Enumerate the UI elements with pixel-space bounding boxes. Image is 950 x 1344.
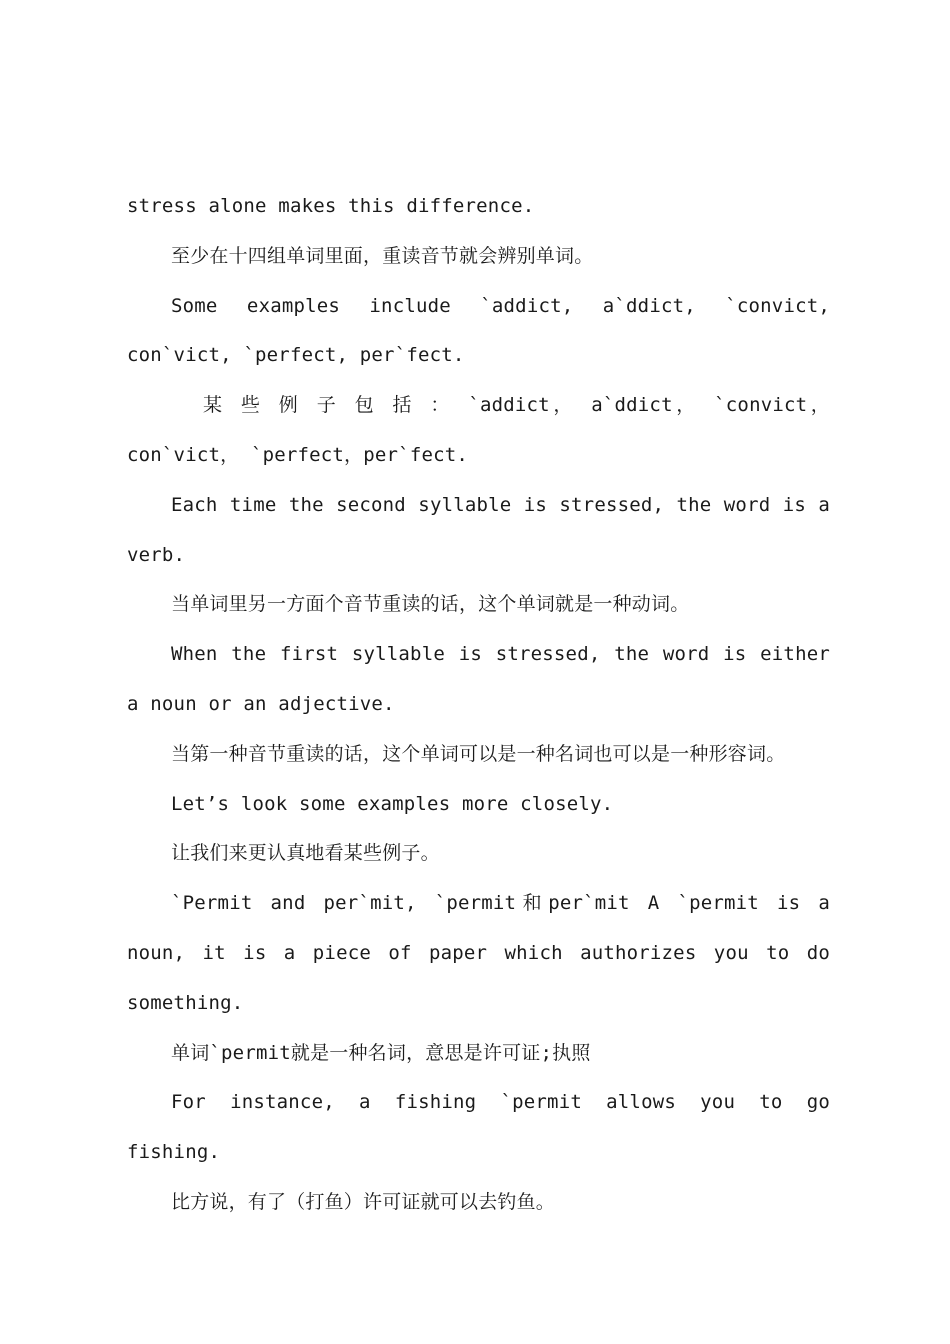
paragraph-12: 单词`permit就是一种名词，意思是许可证;执照: [171, 1041, 591, 1064]
paragraph-4: 某 些 例 子 包 括 ： `addict， a`ddict， `convict， con`vict， `perfect，per`fect.: [127, 394, 830, 466]
paragraph-8: 当第一种音节重读的话，这个单词可以是一种名词也可以是一种形容词。: [171, 742, 786, 765]
paragraph-10: 让我们来更认真地看某些例子。: [171, 842, 440, 865]
paragraph-3: Some examples include `addict, a`ddict, `convict, con`vict, `perfect, per`fect.: [127, 294, 830, 367]
paragraph-6: 当单词里另一方面个音节重读的话，这个单词就是一种动词。: [171, 593, 690, 616]
paragraph-13: For instance, a fishing `permit allows you to go fishing.: [127, 1091, 830, 1164]
document-page: [127, 182, 830, 1228]
paragraph-14: 比方说，有了（打鱼）许可证就可以去钓鱼。: [171, 1190, 556, 1213]
paragraph-1: stress alone makes this difference.: [127, 195, 535, 217]
paragraph-7: When the first syllable is stressed, the word is either a noun or an adjective.: [127, 643, 830, 715]
paragraph-5: Each time the second syllable is stressed, the word is a verb.: [127, 493, 830, 566]
paragraph-11: `Permit and per`mit, `permit和per`mit A `permit is a noun, it is a piece of paper which authorizes you to do something.: [127, 892, 830, 1014]
paragraph-2: 至少在十四组单词里面，重读音节就会辨别单词。: [171, 244, 594, 267]
paragraph-9: Let’s look some examples more closely.: [171, 792, 614, 815]
